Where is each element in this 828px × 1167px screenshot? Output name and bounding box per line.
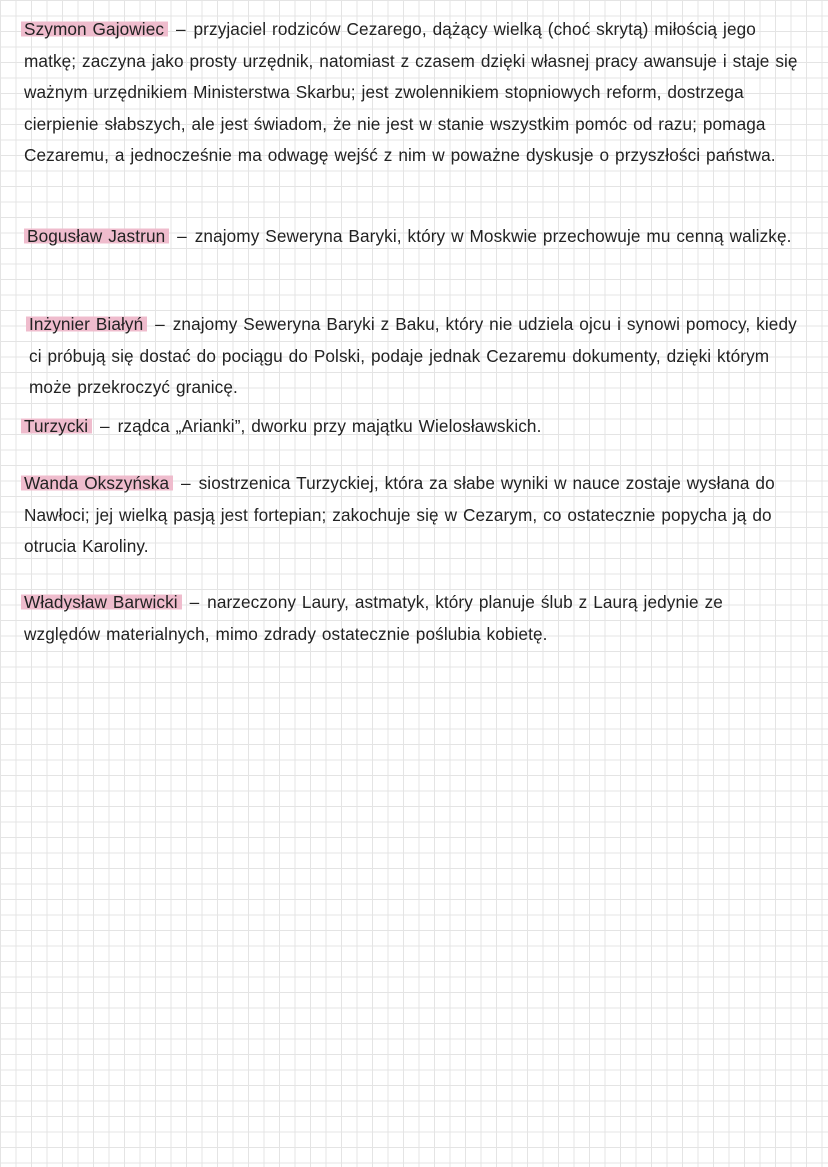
- character-description: przyjaciel rodziców Cezarego, dążący wielką (choć skrytą) miłością jego matkę; zaczyna jako prosty urzędnik, natomiast z czasem dzięki własnej pracy awansuje i staje się ważnym urzędnikiem Ministerstwa Skarbu; jest zwolennikiem stopniowych reform, dostrzega cierpienie słabszych, ale jest świadom, że nie jest w stanie wszystkim pomóc od razu; pomaga Cezaremu, a jednocześnie ma odwagę wejść z nim w poważne dyskusje o przyszłości państwa.: [24, 19, 798, 165]
- character-entry-jastrun: [27, 221, 807, 253]
- character-description: znajomy Seweryna Baryki z Baku, który nie udziela ojcu i synowi pomocy, kiedy ci próbują się dostać do pociągu do Polski, podaje jednak Cezaremu dokumenty, dzięki którym może przekroczyć granicę.: [29, 314, 797, 397]
- character-entry-barwicki: [24, 587, 804, 650]
- character-description: rządca „Arianki”, dworku przy majątku Wielosławskich.: [117, 416, 542, 436]
- dash-separator: –: [155, 314, 165, 334]
- character-entry-gajowiec: [24, 14, 804, 172]
- character-name: Inżynier Białyń: [26, 314, 147, 334]
- character-name: Turzycki: [21, 416, 92, 436]
- character-name: Wanda Okszyńska: [21, 473, 173, 493]
- character-entry-bialyn: [29, 309, 809, 404]
- dash-separator: –: [177, 226, 187, 246]
- dash-separator: –: [100, 416, 110, 436]
- character-name: Władysław Barwicki: [21, 592, 182, 612]
- character-entry-okszynska: [24, 468, 804, 563]
- character-name: Bogusław Jastrun: [24, 226, 169, 246]
- dash-separator: –: [175, 19, 186, 39]
- dash-separator: –: [189, 592, 200, 612]
- character-entry-turzycki: [24, 411, 804, 443]
- character-description: znajomy Seweryna Baryki, który w Moskwie przechowuje mu cenną walizkę.: [194, 226, 792, 246]
- dash-separator: –: [181, 473, 191, 493]
- character-name: Szymon Gajowiec: [21, 19, 168, 39]
- character-description: siostrzenica Turzyckiej, która za słabe wyniki w nauce zostaje wysłana do Nawłoci; jej wielką pasją jest fortepian; zakochuje się w Cezarym, co ostatecznie popycha ją do otrucia Karoliny.: [24, 473, 775, 556]
- character-description: narzeczony Laury, astmatyk, który planuje ślub z Laurą jedynie ze względów materialnych, mimo zdrady ostatecznie poślubia kobietę.: [24, 592, 723, 644]
